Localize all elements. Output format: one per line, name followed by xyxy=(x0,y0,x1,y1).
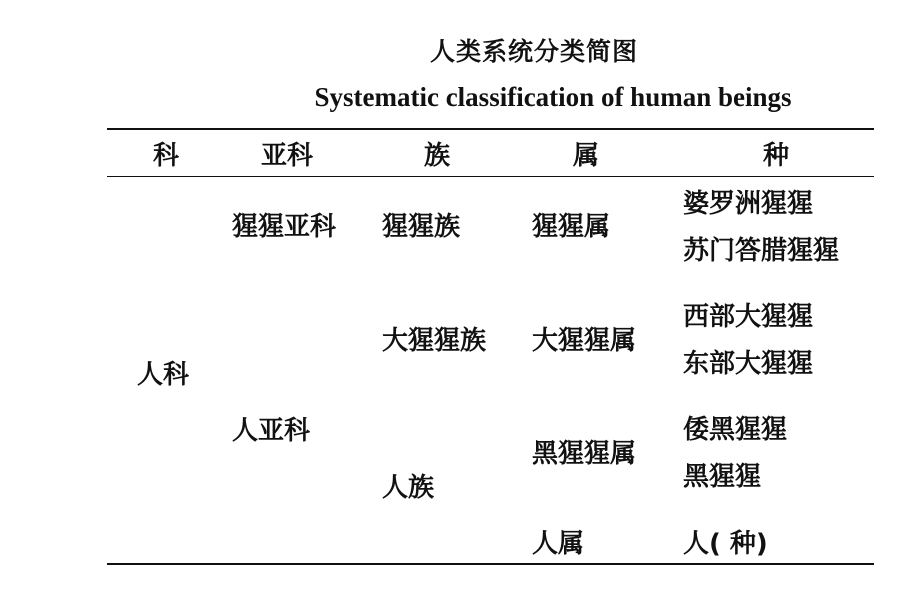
header-rule xyxy=(107,176,874,177)
header-species: 种 xyxy=(762,141,790,171)
species-chimpanzee: 黑猩猩 xyxy=(683,462,762,492)
species-sumatran-orangutan: 苏门答腊猩猩 xyxy=(683,236,840,266)
genus-pongo: 猩猩属 xyxy=(532,212,611,242)
species-human: 人( 种) xyxy=(683,529,768,559)
header-genus: 属 xyxy=(572,141,600,171)
species-western-gorilla: 西部大猩猩 xyxy=(683,302,814,332)
species-eastern-gorilla: 东部大猩猩 xyxy=(683,349,814,379)
table-title-english: Systematic classification of human beings xyxy=(314,82,792,112)
tribe-pongini: 猩猩族 xyxy=(382,212,461,242)
top-rule xyxy=(107,128,874,130)
header-tribe: 族 xyxy=(423,141,451,171)
tribe-gorillini: 大猩猩族 xyxy=(382,326,487,356)
table-title-chinese: 人类系统分类简图 xyxy=(429,37,638,66)
genus-pan: 黑猩猩属 xyxy=(532,439,637,469)
bottom-rule xyxy=(107,563,874,565)
species-bornean-orangutan: 婆罗洲猩猩 xyxy=(683,189,814,219)
species-bonobo: 倭黑猩猩 xyxy=(683,415,788,445)
family-hominidae: 人科 xyxy=(137,360,190,390)
header-family: 科 xyxy=(152,141,180,171)
tribe-hominini: 人族 xyxy=(382,473,435,503)
subfamily-homininae: 人亚科 xyxy=(232,416,311,446)
subfamily-ponginae: 猩猩亚科 xyxy=(232,212,337,242)
header-subfamily: 亚科 xyxy=(260,141,314,171)
genus-homo: 人属 xyxy=(532,529,585,559)
genus-gorilla: 大猩猩属 xyxy=(532,326,637,356)
